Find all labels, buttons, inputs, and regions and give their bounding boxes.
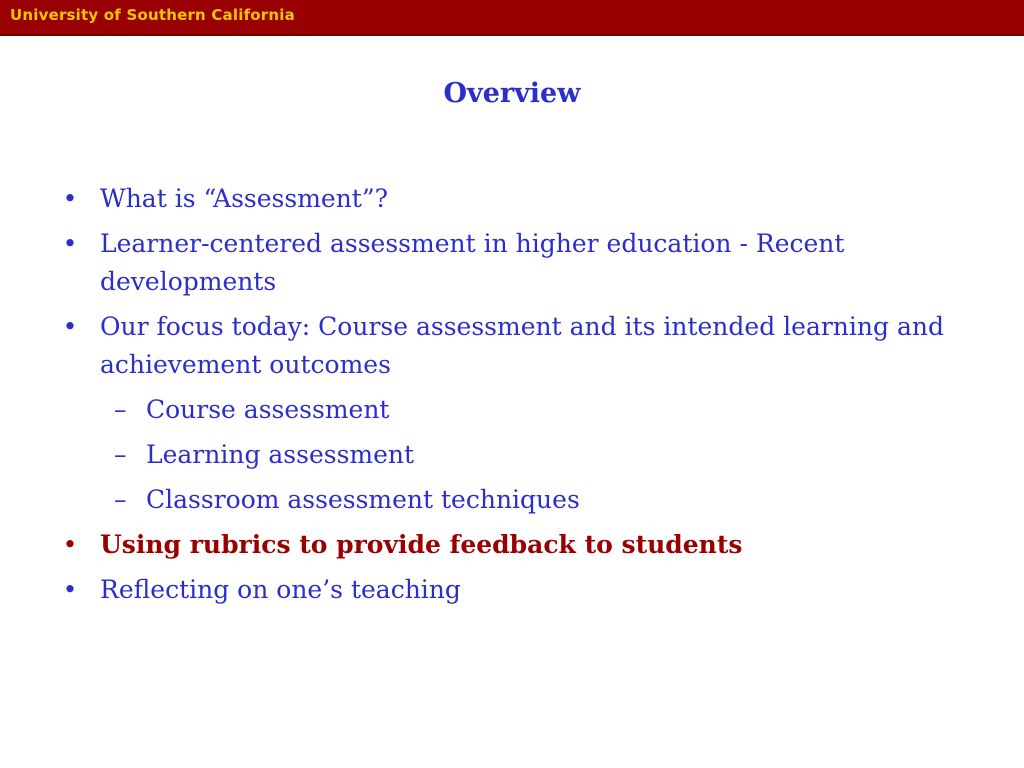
bullet-marker: • xyxy=(62,312,78,341)
slide-title: Overview xyxy=(443,78,581,109)
bullet-list xyxy=(60,180,960,616)
bullet-text: Classroom assessment techniques xyxy=(146,485,580,514)
sub-bullet-classroom-techniques xyxy=(60,481,960,519)
bullet-marker: • xyxy=(62,229,78,258)
bullet-text: Learning assessment xyxy=(146,440,415,469)
sub-bullet-course-assessment xyxy=(60,391,960,429)
bullet-item-what-is-assessment xyxy=(60,180,960,218)
dash-marker: – xyxy=(114,485,127,514)
university-name: University of Southern California xyxy=(10,6,295,24)
bullet-item-learner-centered xyxy=(60,225,960,301)
sub-bullet-learning-assessment xyxy=(60,436,960,474)
bullet-text: Our focus today: Course assessment and its intended learning and achievement outcomes xyxy=(100,312,944,379)
bullet-text: What is “Assessment”? xyxy=(100,184,389,213)
bullet-item-our-focus-today xyxy=(60,308,960,384)
bullet-marker: • xyxy=(62,575,78,604)
bullet-text: Reflecting on one’s teaching xyxy=(100,575,461,604)
bullet-text: Course assessment xyxy=(146,395,390,424)
dash-marker: – xyxy=(114,440,127,469)
bullet-item-reflecting xyxy=(60,571,960,609)
bullet-text: Learner-centered assessment in higher education - Recent developments xyxy=(100,229,845,296)
bullet-item-using-rubrics xyxy=(60,526,960,564)
bullet-marker: • xyxy=(62,530,78,559)
bullet-marker: • xyxy=(62,184,78,213)
bullet-text: Using rubrics to provide feedback to students xyxy=(100,530,743,559)
university-banner xyxy=(0,0,1024,36)
dash-marker: – xyxy=(114,395,127,424)
